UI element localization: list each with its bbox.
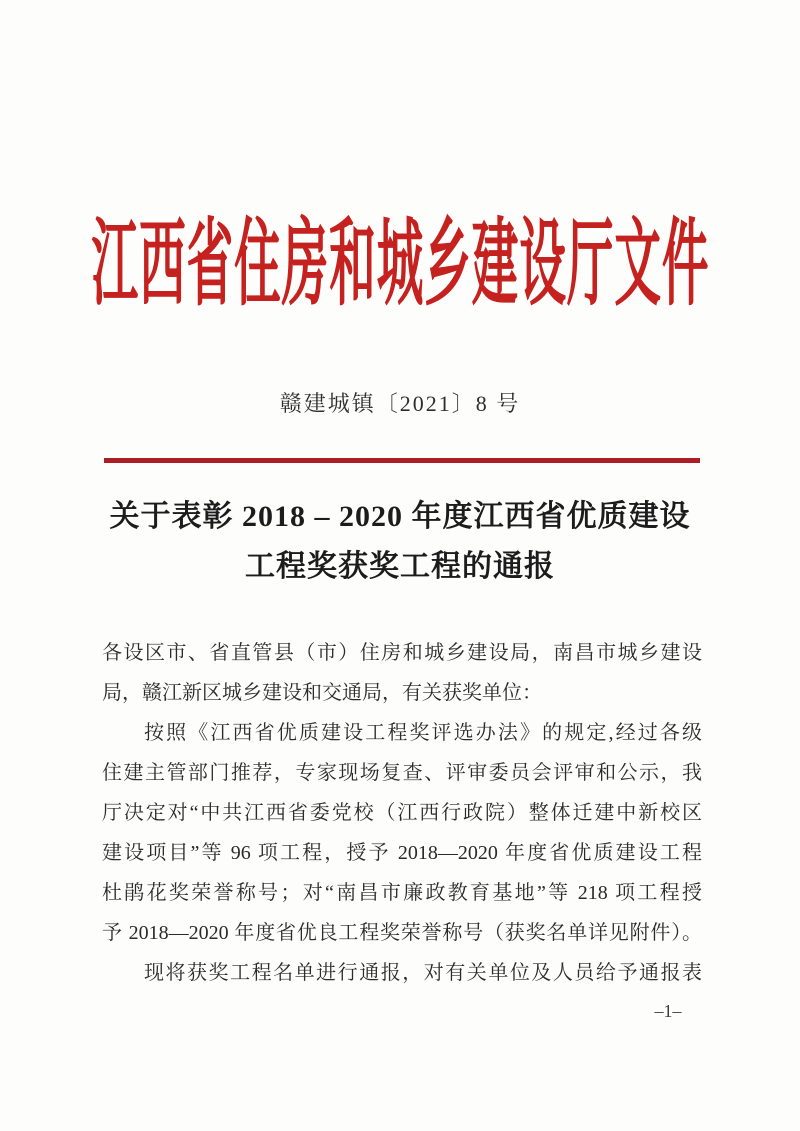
body-line-paragraph3-1: 现将获奖工程名单进行通报，对有关单位及人员给予通报表 — [144, 962, 702, 984]
body-line-paragraph2-5: 杜鹃花奖荣誉称号；对“南昌市廉政教育基地”等 218 项工程授 — [102, 882, 702, 904]
document-number: 赣建城镇〔2021〕8 号 — [279, 391, 521, 416]
body-line-paragraph2-2: 住建主管部门推荐，专家现场复查、评审委员会评审和公示，我 — [102, 762, 702, 784]
body-line-paragraph2-3: 厅决定对“中共江西省委党校（江西行政院）整体迁建中新校区 — [102, 802, 702, 824]
agency-letterhead-text: 江西省住房和城乡建设厅文件 — [91, 211, 709, 317]
document-title — [0, 492, 800, 592]
body-line-paragraph2-1: 按照《江西省优质建设工程奖评选办法》的规定,经过各级 — [144, 722, 702, 744]
body-line-recipients-1: 各设区市、省直管县（市）住房和城乡建设局，南昌市城乡建设 — [102, 642, 702, 664]
body-line-recipients-2: 局，赣江新区城乡建设和交通局，有关获奖单位： — [102, 682, 542, 704]
document-title-line2: 工程奖获奖工程的通报 — [245, 550, 555, 583]
body-line-paragraph2-6: 予 2018—2020 年度省优良工程奖荣誉称号（获奖名单详见附件）。 — [102, 922, 702, 944]
document-title-line1: 关于表彰 2018 – 2020 年度江西省优质建设 — [109, 500, 691, 533]
body-line-paragraph2-4: 建设项目”等 96 项工程，授予 2018—2020 年度省优质建设工程 — [102, 842, 702, 864]
red-divider-rule — [104, 458, 700, 463]
page-number: –1– — [654, 1001, 682, 1021]
document-body — [102, 633, 702, 993]
agency-letterhead — [0, 202, 800, 326]
